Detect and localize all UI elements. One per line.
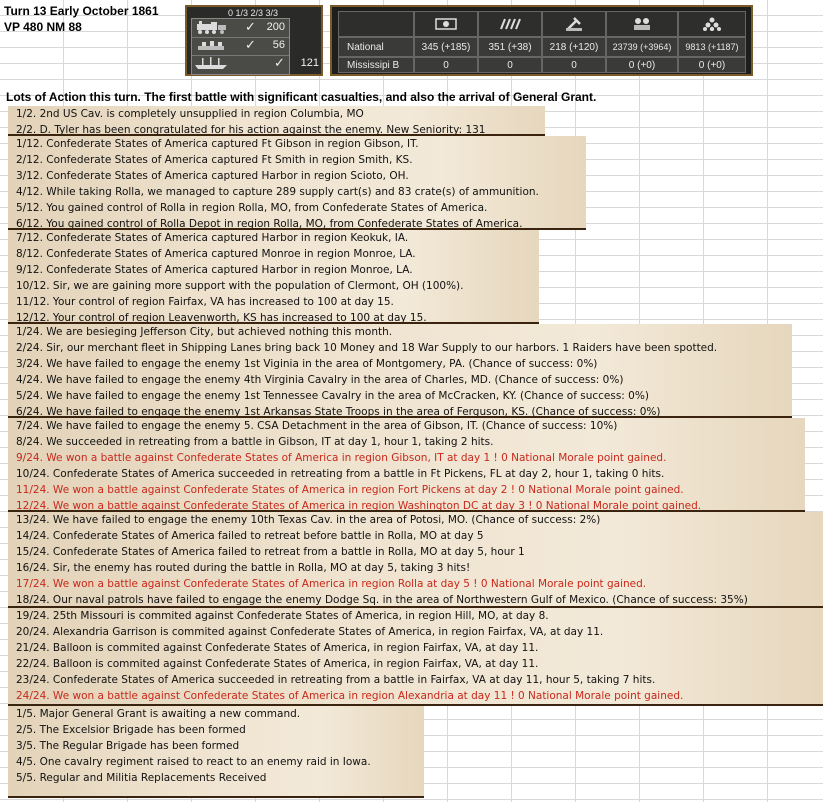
conscripts-value: 23739 (+3964)	[606, 37, 678, 57]
message-line: 9/12. Confederate States of America captured Harbor in region Monroe, LA.	[16, 264, 413, 276]
check-icon: ✓	[274, 56, 285, 71]
message-line: 6/12. You gained control of Rolla Depot in region Rolla, MO, from Confederate States of America.	[16, 218, 523, 230]
message-line: 2/24. Sir, our merchant fleet in Shipping Lanes bring back 10 Money and 18 War Supply to our harbors. 1 Raiders have been spotted.	[16, 342, 718, 354]
money-value: 0	[414, 57, 478, 73]
battle-won-message: 11/24. We won a battle against Confederate States of America in region Fort Pickens at day 2 ! 0 National Morale point gained.	[16, 484, 684, 496]
message-line: 3/24. We have failed to engage the enemy 1st Viginia in the area of Montgomery, PA. (Chance of success: 0%)	[16, 358, 598, 370]
vp-nm-label: VP 480 NM 88	[4, 20, 82, 34]
war-supply-value: 0	[478, 57, 542, 73]
message-block	[8, 608, 823, 706]
column-header: 3/3	[265, 8, 278, 18]
message-line: 3/5. The Regular Brigade has been formed	[16, 740, 240, 752]
message-block	[8, 106, 545, 136]
message-line: 7/24. We have failed to engage the enemy 5. CSA Detachment in the area of Gibson, IT. (Chance of success: 10%)	[16, 420, 618, 432]
check-icon: ✓	[245, 38, 256, 53]
message-line: 8/24. We succeeded in retreating from a battle in Gibson, IT at day 1, hour 1, taking 2 hits.	[16, 436, 494, 448]
message-block	[8, 418, 805, 512]
message-line: 1/12. Confederate States of America captured Ft Gibson in region Gibson, IT.	[16, 138, 419, 150]
ship-icon	[194, 57, 228, 70]
message-line: 1/5. Major General Grant is awaiting a new command.	[16, 708, 301, 720]
resource-panel	[330, 5, 753, 76]
column-header: 2/3	[250, 8, 263, 18]
message-line: 4/5. One cavalry regiment raised to react to an enemy raid in Iowa.	[16, 756, 371, 768]
train-icon	[194, 21, 228, 34]
message-block	[8, 230, 539, 324]
message-line: 4/12. While taking Rolla, we managed to capture 289 supply cart(s) and 83 crate(s) of ammunition.	[16, 186, 539, 198]
resource-header-blank	[338, 11, 414, 37]
message-line: 20/24. Alexandria Garrison is commited against Confederate States of America, in region Fairfax, VA, at day 11.	[16, 626, 604, 638]
army-grid	[191, 18, 319, 75]
message-line: 15/24. Confederate States of America failed to retreat from a battle in Rolla, MO at day 5, hour 1	[16, 546, 525, 558]
message-line: 4/24. We have failed to engage the enemy 4th Virginia Cavalry in the area of Charles, MD. (Chance of success: 0%)	[16, 374, 624, 386]
message-line: 23/24. Confederate States of America succeeded in retreating from a battle in Fairfax, VA at day 11, hour 5, taking 7 hits.	[16, 674, 656, 686]
message-line: 5/5. Regular and Militia Replacements Received	[16, 772, 267, 784]
army-row-cavalry[interactable]	[192, 37, 289, 56]
ammunition-value: 9813 (+1187)	[678, 37, 746, 57]
army-column-headers	[228, 8, 278, 18]
check-icon: ✓	[245, 20, 256, 35]
battle-won-message: 17/24. We won a battle against Confederate States of America in region Rolla at day 5 ! 0 National Morale point gained.	[16, 578, 647, 590]
money-icon[interactable]	[414, 11, 478, 37]
message-block	[8, 324, 792, 418]
message-line: 1/24. We are besieging Jefferson City, but achieved nothing this month.	[16, 326, 393, 338]
battle-won-message: 12/24. We won a battle against Confederate States of America in region Washington DC at day 3 ! 0 National Morale point gained.	[16, 500, 702, 512]
army-row-ships[interactable]	[192, 55, 319, 73]
conscripts-value: 0 (+0)	[606, 57, 678, 73]
message-line: 6/24. We have failed to engage the enemy 1st Arkansas State Troops in the area of Ferguson, KS. (Chance of success: 0%)	[16, 406, 661, 418]
iron-value: 0	[542, 57, 606, 73]
battle-won-message: 24/24. We won a battle against Confederate States of America in region Alexandria at day 11 ! 0 National Morale point gained.	[16, 690, 684, 702]
cavalry-icon	[194, 39, 228, 52]
message-line: 2/12. Confederate States of America captured Ft Smith in region Smith, KS.	[16, 154, 413, 166]
army-row-value: 200	[266, 21, 285, 33]
turn-header	[4, 3, 159, 35]
message-line: 5/12. You gained control of Rolla in region Rolla, MO, from Confederate States of America.	[16, 202, 488, 214]
message-line: 10/12. Sir, we are gaining more support with the population of Clermont, OH (100%).	[16, 280, 464, 292]
turn-date-label: Turn 13 Early October 1861	[4, 4, 159, 18]
message-line: 2/2. D. Tyler has been congratulated for his action against the enemy. New Seniority: 131	[16, 124, 486, 136]
message-line: 21/24. Balloon is commited against Confederate States of America, in region Fairfax, VA, at day 11.	[16, 642, 539, 654]
message-line: 8/12. Confederate States of America captured Monroe in region Monroe, LA.	[16, 248, 416, 260]
message-block	[8, 706, 424, 798]
message-line: 10/24. Confederate States of America succeeded in retreating from a battle in Ft Pickens, FL at day 2, hour 1, taking 0 hits.	[16, 468, 665, 480]
message-line: 2/5. The Excelsior Brigade has been formed	[16, 724, 246, 736]
iron-value: 218 (+120)	[542, 37, 606, 57]
message-line: 13/24. We have failed to engage the enemy 10th Texas Cav. in the area of Potosi, MO. (Chance of success: 2%)	[16, 514, 601, 526]
war-supply-value: 351 (+38)	[478, 37, 542, 57]
message-line: 16/24. Sir, the enemy has routed during the battle in Rolla, MO at day 5, taking 3 hits!	[16, 562, 471, 574]
army-status-panel	[185, 5, 323, 76]
money-value: 345 (+185)	[414, 37, 478, 57]
message-block	[8, 136, 586, 230]
message-line: 22/24. Balloon is commited against Confederate States of America, in region Fairfax, VA, at day 11.	[16, 658, 539, 670]
iron-icon[interactable]	[542, 11, 606, 37]
message-line: 7/12. Confederate States of America captured Harbor in region Keokuk, IA.	[16, 232, 409, 244]
battle-won-message: 9/24. We won a battle against Confederate States of America in region Gibson, IT at day 1 ! 0 National Morale point gained.	[16, 452, 667, 464]
message-line: 5/24. We have failed to engage the enemy 1st Tennessee Cavalry in the area of McCracken, KY. (Chance of success: 0%)	[16, 390, 649, 402]
army-row-value: 56	[272, 39, 285, 51]
message-line: 12/12. Your control of region Leavenworth, KS has increased to 100 at day 15.	[16, 312, 427, 324]
army-row-trains[interactable]	[192, 19, 289, 38]
row-label-mississippi: Mississipi B	[338, 57, 414, 73]
message-line: 11/12. Your control of region Fairfax, VA has increased to 100 at day 15.	[16, 296, 394, 308]
army-row-value: 121	[300, 57, 319, 69]
message-line: 18/24. Our naval patrols have failed to engage the enemy Dodge Sq. in the area of Northwestern Gulf of Mexico. (Chance of success: 35%)	[16, 594, 748, 606]
message-line: 19/24. 25th Missouri is commited against Confederate States of America, in region Hill, MO, at day 8.	[16, 610, 549, 622]
turn-summary: Lots of Action this turn. The first battle with significant casualties, and also the arrival of General Grant.	[6, 90, 597, 104]
ammunition-value: 0 (+0)	[678, 57, 746, 73]
column-header: 0	[228, 8, 234, 18]
war-supply-icon[interactable]	[478, 11, 542, 37]
message-line: 14/24. Confederate States of America failed to retreat before battle in Rolla, MO at day 5	[16, 530, 484, 542]
message-line: 3/12. Confederate States of America captured Harbor in region Scioto, OH.	[16, 170, 409, 182]
message-line: 1/2. 2nd US Cav. is completely unsupplied in region Columbia, MO	[16, 108, 364, 120]
column-header: 1/3	[235, 8, 248, 18]
message-block	[8, 512, 823, 608]
conscripts-icon[interactable]	[606, 11, 678, 37]
ammunition-icon[interactable]	[678, 11, 746, 37]
row-label-national: National	[338, 37, 414, 57]
